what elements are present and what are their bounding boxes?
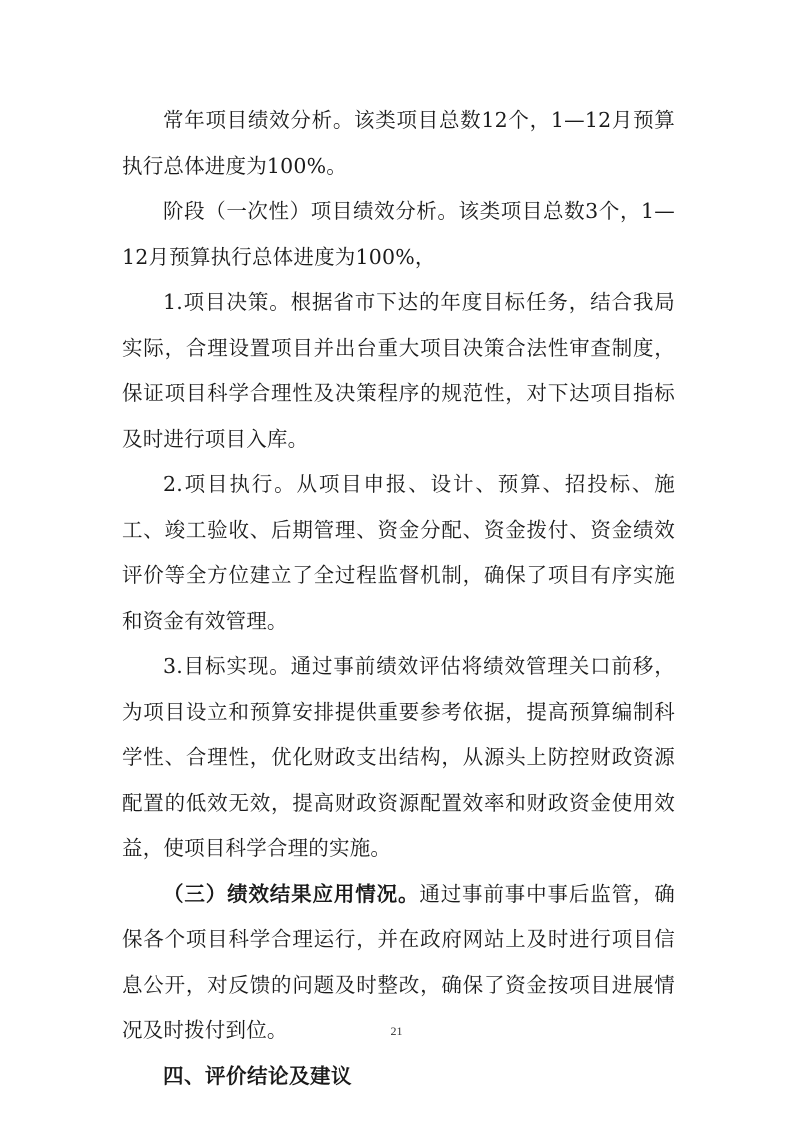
paragraph-lead-heading: （三）绩效结果应用情况。 [163, 881, 420, 906]
paragraph-body-text: 通过事前事中事后监管，确保各个项目科学合理运行，并在政府网站上及时进行项目信息公开，对反馈的问题及时整改，确保了资金按项目进展情况及时拨付到位。 [122, 881, 675, 1042]
paragraph-goal-achievement: 3.目标实现。通过事前绩效评估将绩效管理关口前移，为项目设立和预算安排提供重要参考依据，提高预算编制科学性、合理性，优化财政支出结构，从源头上防控财政资源配置的低效无效，提高财政资源配置效率和财政资金使用效益，使项目科学合理的实施。 [122, 654, 675, 860]
paragraph-project-execution: 2.项目执行。从项目申报、设计、预算、招投标、施工、竣工验收、后期管理、资金分配、资金拨付、资金绩效评价等全方位建立了全过程监督机制，确保了项目有序实施和资金有效管理。 [122, 472, 675, 633]
document-body [122, 98, 675, 1099]
paragraph-regular-projects: 常年项目绩效分析。该类项目总数12个，1—12月预算执行总体进度为100%。 [122, 108, 675, 178]
section-heading: 四、评价结论及建议 [163, 1063, 352, 1088]
paragraph-one-time-projects: 阶段（一次性）项目绩效分析。该类项目总数3个，1—12月预算执行总体进度为100%， [122, 199, 675, 269]
page-number: 21 [390, 1024, 403, 1038]
paragraph-project-decision: 1.项目决策。根据省市下达的年度目标任务，结合我局实际，合理设置项目并出台重大项目决策合法性审查制度，保证项目科学合理性及决策程序的规范性，对下达项目指标及时进行项目入库。 [122, 290, 675, 451]
